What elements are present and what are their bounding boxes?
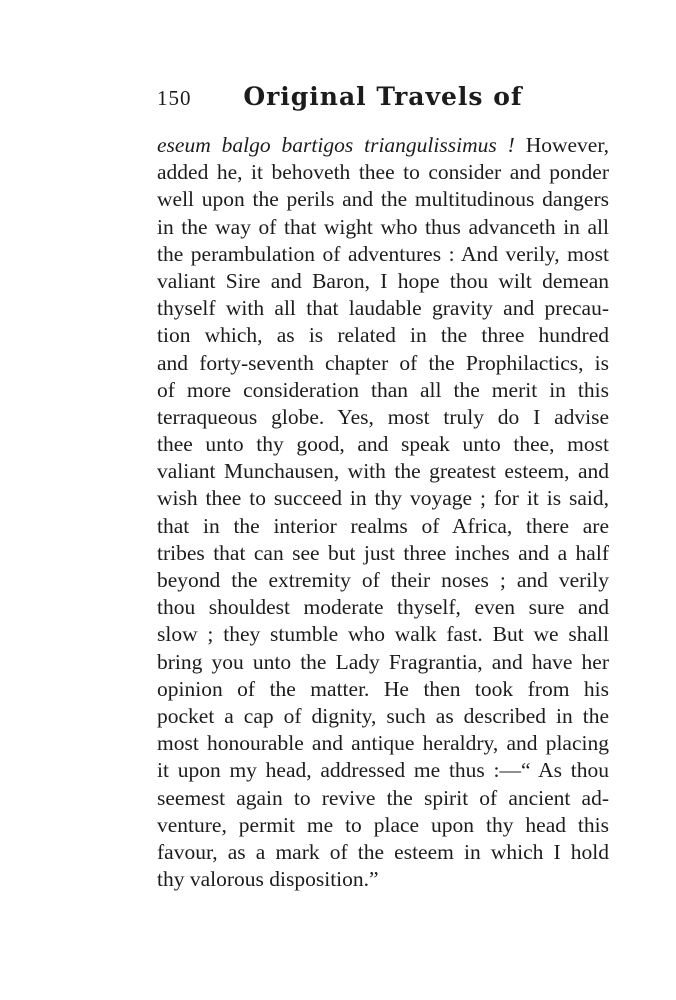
italic-phrase: eseum balgo bartigos triangulissimus ! bbox=[157, 133, 515, 157]
text-line-last: thy valorous disposition.” bbox=[157, 867, 379, 892]
text-line: of more consideration than all the merit in this bbox=[157, 377, 609, 402]
text-line: well upon the perils and the multitudinous dangers bbox=[157, 187, 609, 212]
text-line-1-rest: However, bbox=[514, 133, 609, 157]
text-line: favour, as a mark of the esteem in which I hold bbox=[157, 839, 609, 864]
text-line: the perambulation of adventures : And verily, most bbox=[157, 241, 609, 266]
running-title: Original Travels of bbox=[243, 82, 523, 111]
text-line: added he, it behoveth thee to consider and ponder bbox=[157, 160, 609, 185]
text-line: terraqueous globe. Yes, most truly do I advise bbox=[157, 404, 609, 429]
body-text bbox=[157, 132, 609, 893]
text-line: venture, permit me to place upon thy head this bbox=[157, 812, 609, 837]
text-line: and forty-seventh chapter of the Prophilactics, is bbox=[157, 350, 609, 375]
running-header bbox=[157, 82, 609, 116]
text-line: beyond the extremity of their noses ; and verily bbox=[157, 568, 609, 592]
text-line: in the way of that wight who thus advanceth in all bbox=[157, 214, 609, 239]
text-line: valiant Sire and Baron, I hope thou wilt demean bbox=[157, 268, 609, 293]
text-line: it upon my head, addressed me thus :—“ As thou bbox=[157, 758, 609, 783]
text-line: valiant Munchausen, with the greatest esteem, and bbox=[157, 459, 609, 484]
text-line: tion which, as is related in the three hundred bbox=[157, 323, 609, 348]
text-line: slow ; they stumble who walk fast. But we shall bbox=[157, 622, 609, 647]
text-line: bring you unto the Lady Fragrantia, and have her bbox=[157, 649, 609, 674]
text-line: thee unto thy good, and speak unto thee, most bbox=[157, 432, 609, 457]
text-line: tribes that can see but just three inches and a half bbox=[157, 540, 609, 565]
text-line: wish thee to succeed in thy voyage ; for it is said, bbox=[157, 486, 609, 511]
text-line: that in the interior realms of Africa, there are bbox=[157, 513, 609, 538]
text-line-1 bbox=[157, 132, 609, 159]
text-line: pocket a cap of dignity, such as described in the bbox=[157, 703, 609, 728]
page-number: 150 bbox=[157, 86, 192, 110]
text-line: most honourable and antique heraldry, and placing bbox=[157, 731, 609, 756]
text-line: thou shouldest moderate thyself, even sure and bbox=[157, 595, 609, 620]
text-line: thyself with all that laudable gravity and precau- bbox=[157, 296, 609, 321]
text-line: seemest again to revive the spirit of ancient ad- bbox=[157, 785, 609, 810]
text-line: opinion of the matter. He then took from his bbox=[157, 676, 609, 701]
